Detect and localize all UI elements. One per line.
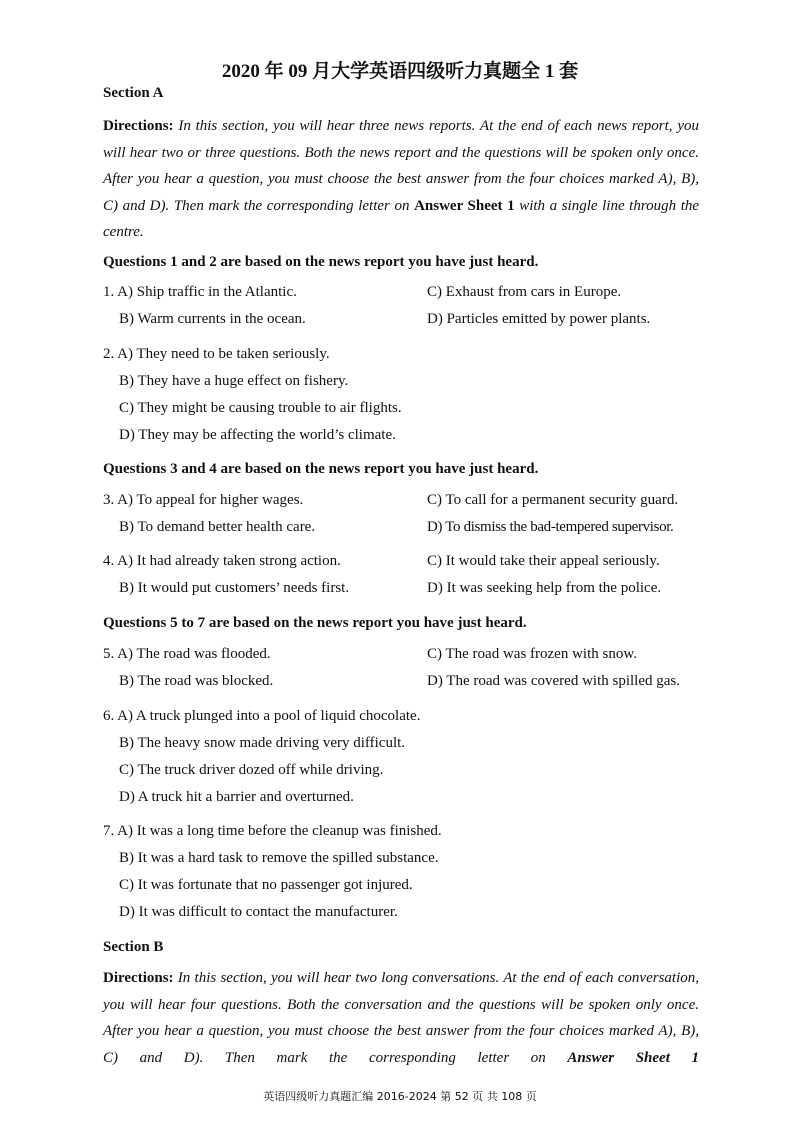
section-a-heading: Section A — [103, 85, 164, 101]
q3-option-c: C) To call for a permanent security guard. — [427, 492, 679, 508]
q5-option-b: B) The road was blocked. — [119, 673, 274, 689]
q4-option-a: 4. A) It had already taken strong action. — [103, 553, 341, 569]
directions-label: Directions: — [103, 118, 174, 134]
q6-option-a: 6. A) A truck plunged into a pool of liquid chocolate. — [103, 708, 421, 724]
q1-option-a: 1. A) Ship traffic in the Atlantic. — [103, 284, 297, 300]
q3-option-a: 3. A) To appeal for higher wages. — [103, 492, 304, 508]
q7-option-a: 7. A) It was a long time before the cleanup was finished. — [103, 823, 442, 839]
page-footer: 英语四级听力真题汇编 2016-2024 第 52 页 共 108 页 — [263, 1090, 537, 1103]
q5-option-d: D) The road was covered with spilled gas. — [427, 673, 680, 689]
q4-option-c: C) It would take their appeal seriously. — [427, 553, 660, 569]
q6-option-c: C) The truck driver dozed off while driving. — [119, 762, 384, 778]
question-group-heading: Questions 1 and 2 are based on the news report you have just heard. — [103, 254, 539, 270]
q6-option-d: D) A truck hit a barrier and overturned. — [119, 789, 354, 805]
page-title: 2020 年 09 月大学英语四级听力真题全 1 套 — [221, 61, 579, 82]
q3-option-d: D) To dismiss the bad-tempered supervisor. — [427, 519, 674, 535]
directions-text: In this section, you will hear two long conversations. At the end of each conversation, you will hear four questions. Both the conversation and the questions will be spoken only once. After you hear a question, you must choose the best answer from the four choices marked A), B), C) and D). Then mark the corresponding letter on — [103, 970, 700, 1066]
q2-option-d: D) They may be affecting the world’s climate. — [119, 427, 396, 443]
q4-option-d: D) It was seeking help from the police. — [427, 580, 662, 596]
q6-option-b: B) The heavy snow made driving very difficult. — [119, 735, 406, 751]
q2-option-a: 2. A) They need to be taken seriously. — [103, 346, 330, 362]
q2-option-c: C) They might be causing trouble to air flights. — [119, 400, 402, 416]
q1-option-d: D) Particles emitted by power plants. — [427, 311, 651, 327]
directions-text-end: with a single line through the centre. — [103, 197, 700, 240]
q4-option-b: B) It would put customers’ needs first. — [119, 580, 350, 596]
section-b-heading: Section B — [103, 939, 164, 955]
q2-option-b: B) They have a huge effect on fishery. — [119, 373, 349, 389]
q1-option-c: C) Exhaust from cars in Europe. — [427, 284, 622, 300]
q3-option-b: B) To demand better health care. — [119, 519, 316, 535]
q7-option-c: C) It was fortunate that no passenger got injured. — [119, 877, 413, 893]
directions-text: In this section, you will hear three news reports. At the end of each news report, you will hear two or three questions. Both the news report and the questions will be spoken only once. After you hear a question, you must choose the best answer from the four choices marked A), B), C) and D). Then mark the corresponding letter on — [103, 118, 699, 214]
q1-option-b: B) Warm currents in the ocean. — [119, 311, 306, 327]
answer-sheet-label: Answer Sheet 1 — [567, 1049, 699, 1066]
answer-sheet-label: Answer Sheet 1 — [414, 197, 515, 214]
section-a-directions — [103, 113, 699, 246]
section-b-directions — [103, 965, 699, 1071]
question-group-heading: Questions 3 and 4 are based on the news report you have just heard. — [103, 461, 539, 477]
q5-option-a: 5. A) The road was flooded. — [103, 646, 271, 662]
q7-option-b: B) It was a hard task to remove the spilled substance. — [119, 850, 439, 866]
directions-label: Directions: — [103, 970, 174, 986]
question-group-heading: Questions 5 to 7 are based on the news report you have just heard. — [103, 615, 527, 631]
q5-option-c: C) The road was frozen with snow. — [427, 646, 637, 662]
q7-option-d: D) It was difficult to contact the manufacturer. — [119, 904, 398, 920]
